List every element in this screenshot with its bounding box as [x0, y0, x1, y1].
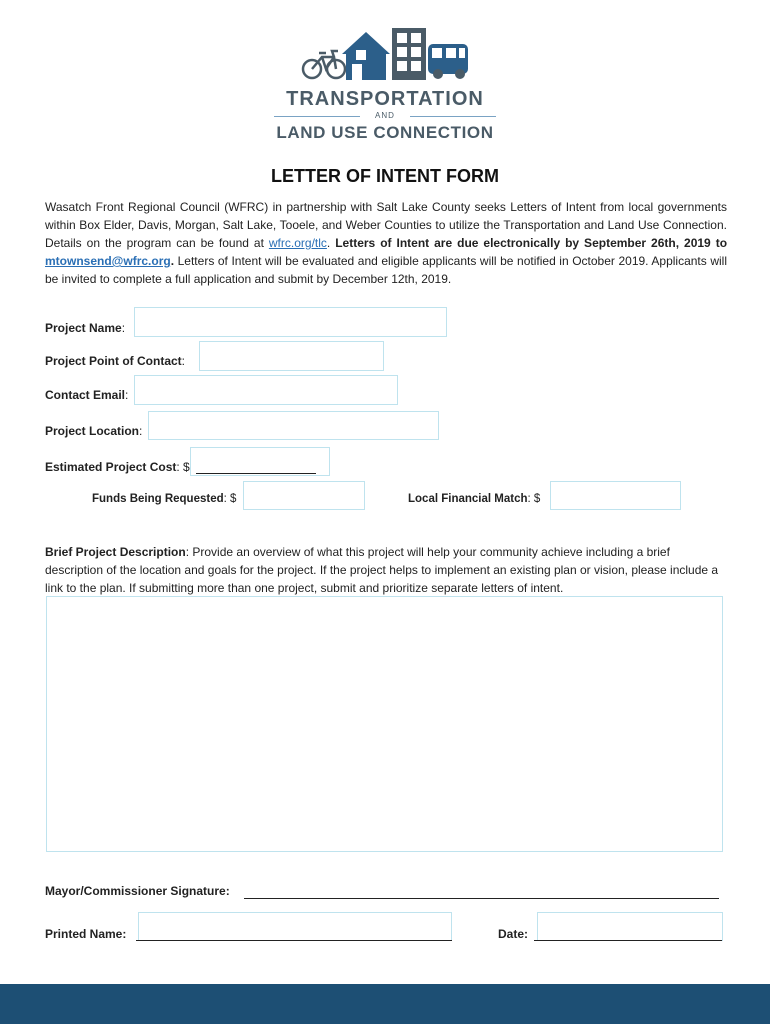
project-location-label: Project Location: [45, 424, 143, 438]
organization-logo [262, 24, 508, 148]
project-location-input[interactable] [148, 411, 439, 440]
funds-requested-label: Funds Being Requested: $ [92, 493, 237, 505]
contact-email-input[interactable] [134, 375, 398, 405]
printed-name-underline [136, 940, 452, 941]
building-icon [392, 28, 426, 80]
description-label: Brief Project Description [45, 545, 186, 559]
transportation-icons-graphic [262, 24, 508, 86]
project-name-input[interactable] [134, 307, 447, 337]
local-match-label: Local Financial Match: $ [408, 493, 541, 505]
intro-text-2: . [326, 236, 336, 250]
estimated-cost-label: Estimated Project Cost: $ [45, 460, 190, 474]
contact-email-label: Contact Email: [45, 388, 129, 402]
estimated-cost-underline [196, 473, 316, 474]
printed-name-label: Printed Name: [45, 927, 127, 941]
intro-paragraph [45, 198, 727, 288]
logo-text-and: AND [375, 111, 395, 120]
footer-bar [0, 984, 770, 1024]
program-link[interactable]: wfrc.org/tlc [268, 236, 327, 250]
project-name-label: Project Name: [45, 321, 126, 335]
date-label: Date: [498, 927, 529, 941]
form-title: LETTER OF INTENT FORM [271, 166, 499, 186]
date-input[interactable] [537, 912, 723, 941]
email-link[interactable]: mtownsend@wfrc.org [45, 254, 171, 268]
description-instructions [45, 543, 725, 597]
logo-text-transportation: TRANSPORTATION [286, 88, 484, 110]
due-date-text: Letters of Intent are due electronically by September 26th, 2019 to [335, 236, 728, 250]
bus-icon [428, 44, 468, 79]
logo-rule-right [410, 116, 496, 117]
intro-text-3: Letters of Intent will be evaluated and eligible applicants will be notified in October 2019. Applicants will be invited to complete a full application and submit by December 12th, 2019. [45, 254, 727, 286]
date-underline [534, 940, 722, 941]
point-of-contact-input[interactable] [199, 341, 384, 371]
bicycle-icon [303, 51, 345, 78]
point-of-contact-label: Project Point of Contact: [45, 354, 186, 368]
house-icon [342, 32, 390, 80]
logo-text-land-use: LAND USE CONNECTION [276, 123, 494, 142]
funds-requested-input[interactable] [243, 481, 365, 510]
intro-text-1: Wasatch Front Regional Council (WFRC) in partnership with Salt Lake County seeks Letters of Intent from local governments within Box Elder, Davis, Morgan, Salt Lake, Tooele, and Weber Counties to utilize the Transportation and Land Use Connection. Details on the program can be found at [45, 200, 727, 250]
description-text: : Provide an overview of what this project will help your community achieve including a brief description of the location and goals for the project. If the project helps to implement an existing plan or vision, please include a link to the plan. If submitting more than one project, submit and prioritize separate letters of intent. [45, 545, 719, 595]
printed-name-input[interactable] [138, 912, 452, 941]
signature-label: Mayor/Commissioner Signature: [45, 884, 230, 898]
estimated-cost-input[interactable] [190, 447, 330, 476]
signature-line[interactable] [244, 898, 719, 899]
due-date-period: . [170, 254, 175, 268]
local-match-input[interactable] [550, 481, 681, 510]
project-description-textarea[interactable] [46, 596, 723, 852]
